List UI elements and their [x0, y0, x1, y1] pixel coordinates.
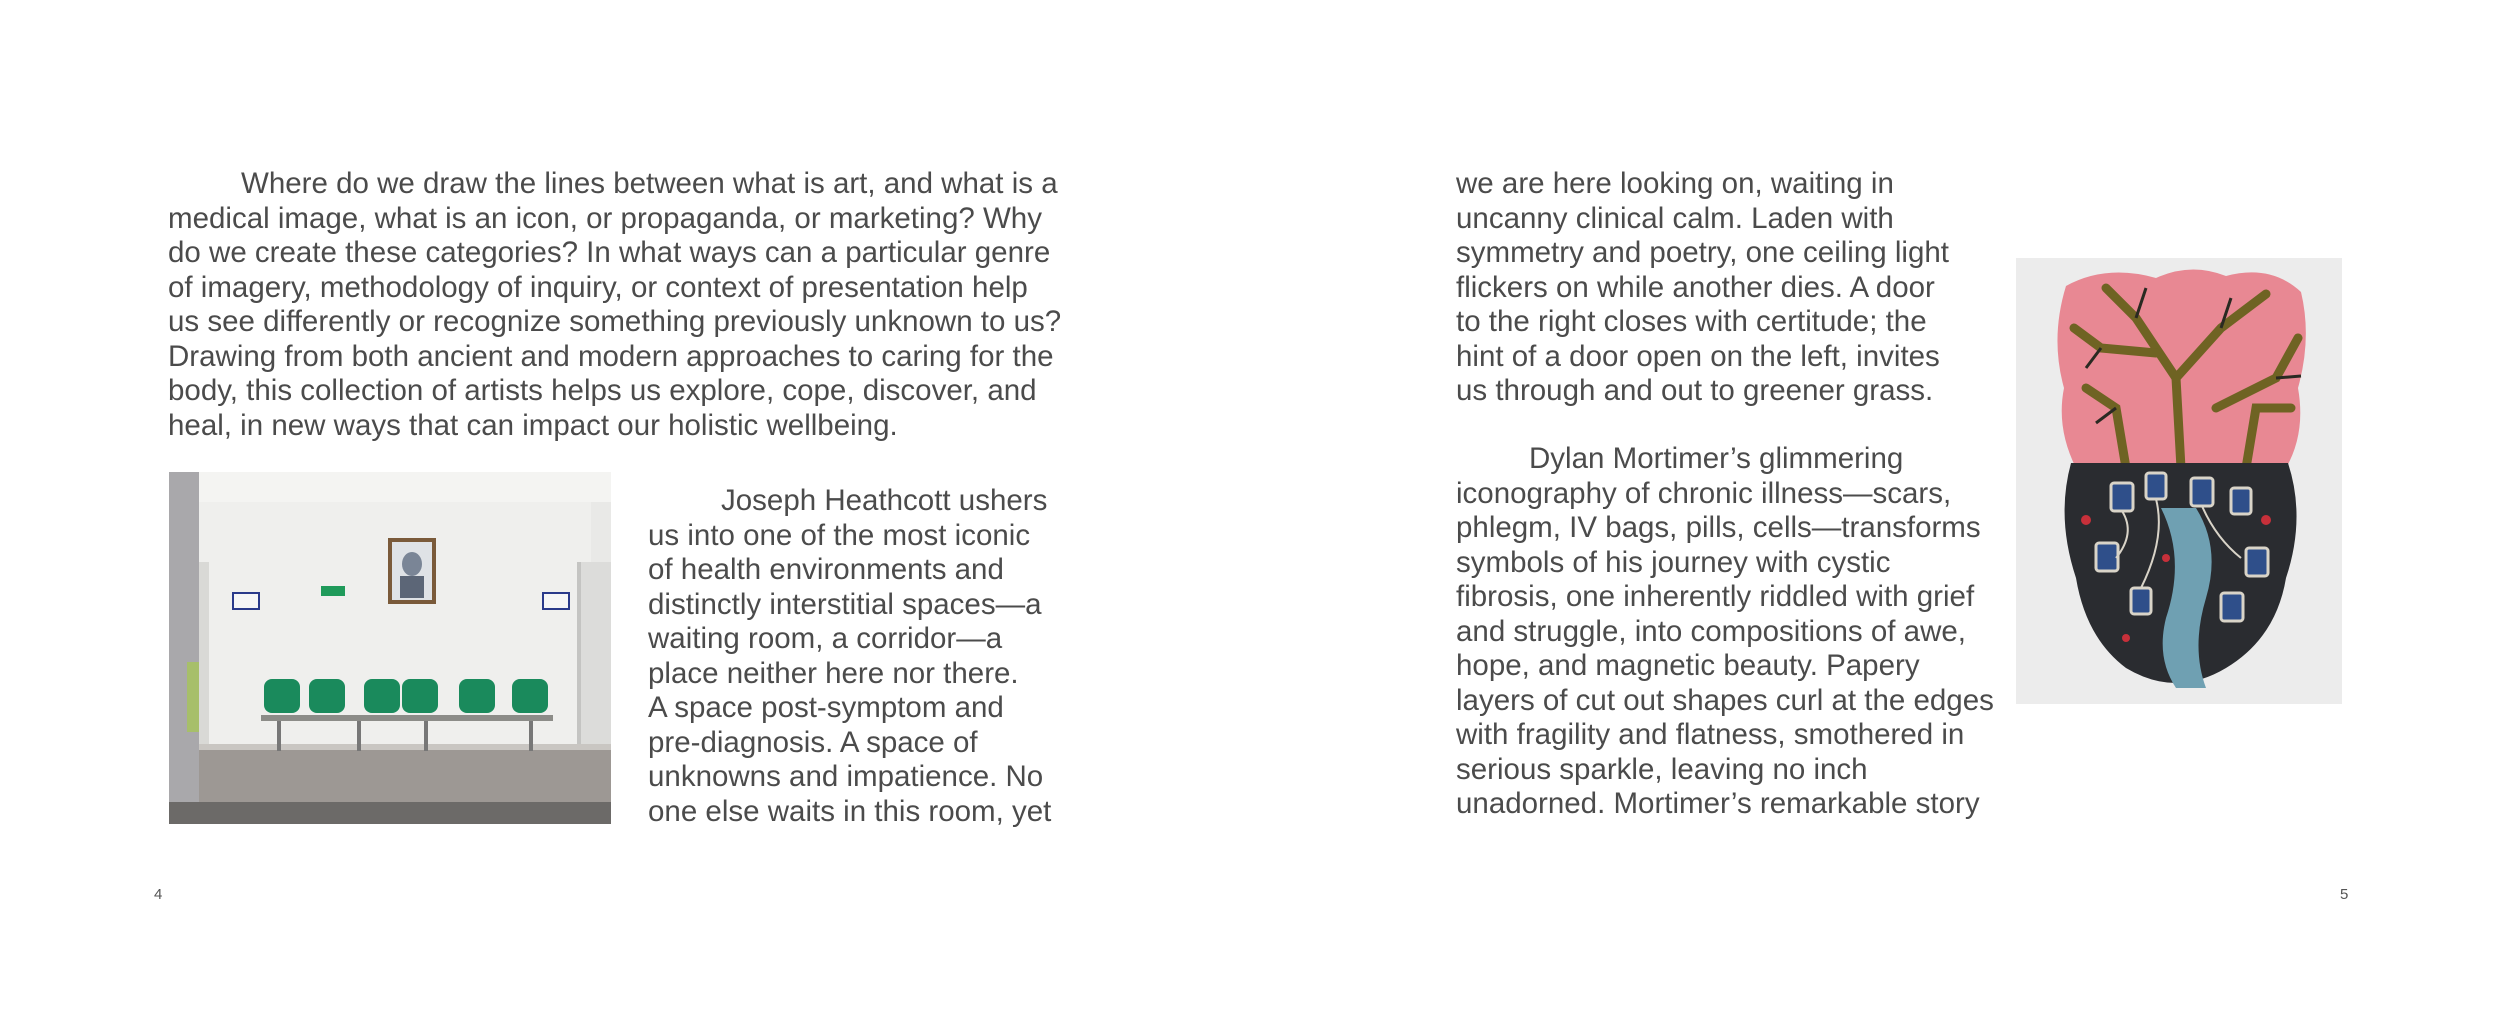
text-line: and struggle, into compositions of awe, [1456, 614, 1966, 648]
text-line: we are here looking on, waiting in [1456, 167, 1894, 200]
mortimer-artwork-photo [2016, 258, 2342, 704]
text-line: body, this collection of artists helps us explore, cope, discover, and [168, 374, 1037, 407]
text-line: unadorned. Mortimer’s remarkable story [1456, 787, 1980, 820]
text-line: phlegm, IV bags, pills, cells—transforms [1456, 511, 1981, 544]
text-line: serious sparkle, leaving no inch [1456, 752, 1868, 786]
continuation-paragraph [1456, 167, 1949, 409]
text-line: of imagery, methodology of inquiry, or context of presentation help [168, 270, 1028, 304]
text-line: us into one of the most iconic [648, 518, 1031, 552]
page-number: 4 [154, 886, 163, 903]
waiting-room-illustration [169, 472, 611, 824]
text-line: Drawing from both ancient and modern approaches to caring for the [168, 339, 1054, 373]
text-line: pre-diagnosis. A space of [648, 725, 978, 759]
text-line: place neither here nor there. [648, 656, 1019, 690]
text-line: heal, in new ways that can impact our holistic wellbeing. [168, 408, 898, 442]
text-line: distinctly interstitial spaces—a [648, 587, 1042, 621]
text-line: do we create these categories? In what ways can a particular genre [168, 236, 1051, 269]
text-line: A space post-symptom and [648, 691, 1004, 724]
text-line: fibrosis, one inherently riddled with grief [1456, 580, 1975, 613]
text-line: with fragility and flatness, smothered in [1456, 718, 1965, 751]
text-line: medical image, what is an icon, or propaganda, or marketing? Why [168, 201, 1042, 235]
waiting-room-photo [169, 472, 611, 824]
intro-paragraph [168, 167, 1061, 443]
text-line: Joseph Heathcott ushers [721, 484, 1048, 517]
text-line: symmetry and poetry, one ceiling light [1456, 236, 1949, 269]
text-line: waiting room, a corridor—a [648, 622, 1003, 655]
text-line: Where do we draw the lines between what is art, and what is a [241, 167, 1058, 200]
text-line: hope, and magnetic beauty. Papery [1456, 649, 1920, 682]
text-line: layers of cut out shapes curl at the edges [1456, 683, 1994, 717]
text-line: of health environments and [648, 553, 1004, 586]
text-line: unknowns and impatience. No [648, 760, 1044, 793]
text-line: one else waits in this room, yet [648, 794, 1052, 828]
page-number: 5 [2340, 886, 2349, 903]
text-line: us through and out to greener grass. [1456, 374, 1934, 407]
text-line: Dylan Mortimer’s glimmering [1529, 442, 1904, 475]
right-page [1250, 0, 2500, 1029]
text-line: hint of a door open on the left, invites [1456, 339, 1940, 373]
heathcott-paragraph [648, 484, 1051, 829]
text-line: uncanny clinical calm. Laden with [1456, 201, 1894, 235]
text-line: to the right closes with certitude; the [1456, 305, 1927, 338]
text-line: iconography of chronic illness—scars, [1456, 476, 1952, 510]
mortimer-paragraph [1456, 442, 1994, 822]
text-line: us see differently or recognize something previously unknown to us? [168, 305, 1062, 338]
artwork-illustration [2016, 258, 2342, 704]
text-line: symbols of his journey with cystic [1456, 545, 1891, 579]
text-line: flickers on while another dies. A door [1456, 270, 1935, 304]
